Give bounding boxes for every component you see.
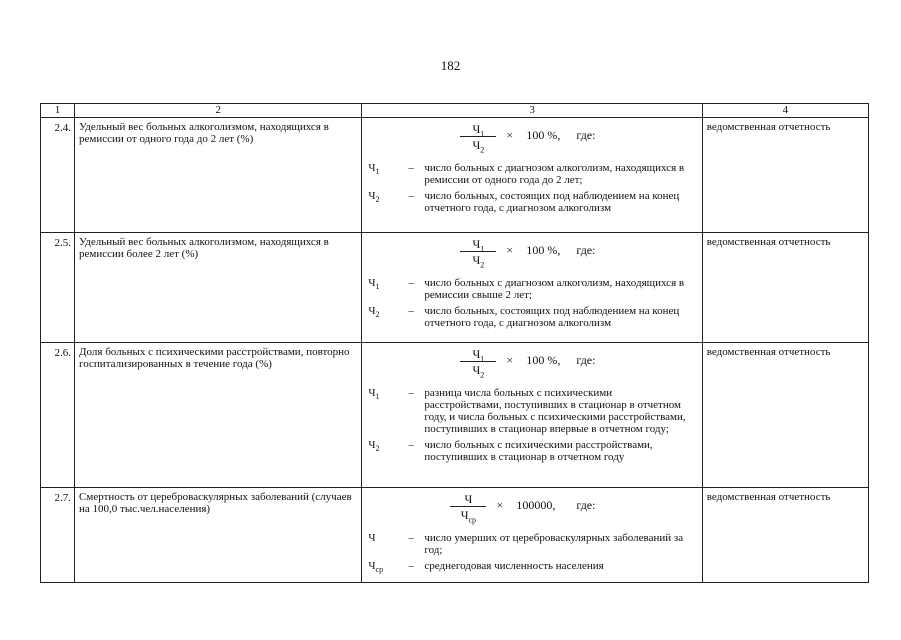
fraction: [460, 237, 496, 270]
formula: [362, 233, 701, 273]
row-number: 2.7.: [41, 488, 75, 583]
definition-symbol: $Ч_{ср}$: [368, 560, 384, 575]
table-row: [41, 233, 869, 343]
definition-item: [362, 162, 701, 186]
definition-text: число больных, состоящих под наблюдением на конец отчетного года, с диагнозом алкоголизм: [424, 305, 680, 329]
indicator-name: Удельный вес больных алкоголизмом, находящихся в ремиссии от одного года до 2 лет (%): [75, 118, 362, 233]
definition-dash: –: [408, 532, 414, 544]
data-source: ведомственная отчетность: [702, 118, 868, 233]
definition-dash: –: [408, 560, 414, 572]
fraction-bar: [460, 136, 496, 137]
definition-text: разница числа больных с психическими расстройствами, поступивших в стационар в отчетном году, и числа больных с психическими расстройствами, поступивших в стационар впервые в отчетном году;: [424, 387, 686, 435]
fraction-denominator: $Ч_2$: [472, 138, 485, 155]
formula: [362, 343, 701, 383]
definition-item: [362, 190, 701, 214]
formula-cell: [362, 118, 702, 233]
definition-text: число больных, состоящих под наблюдением на конец отчетного года, с диагнозом алкоголизм: [424, 190, 680, 214]
formula-cell: [362, 233, 702, 343]
data-source: ведомственная отчетность: [702, 233, 868, 343]
indicator-name: Доля больных с психическими расстройствами, повторно госпитализированных в течение года (%): [75, 343, 362, 488]
fraction-bar: [460, 251, 496, 252]
indicators-table: [40, 103, 869, 583]
definition-item: [362, 439, 701, 463]
definition-symbol: $Ч_1$: [368, 387, 380, 402]
header-cell: 1: [41, 104, 75, 118]
fraction-denominator: $Ч_{ср}$: [460, 508, 477, 525]
formula-where: где:: [576, 128, 596, 142]
formula-factor: 100 %,: [526, 243, 561, 257]
definition-dash: –: [408, 305, 414, 317]
definition-dash: –: [408, 439, 414, 451]
table-header-row: [41, 104, 869, 118]
definition-dash: –: [408, 162, 414, 174]
data-source: ведомственная отчетность: [702, 343, 868, 488]
definition-symbol: $Ч_2$: [368, 190, 380, 205]
fraction-numerator: Ч: [464, 492, 473, 506]
header-cell: 3: [362, 104, 702, 118]
formula-factor: 100 %,: [526, 128, 561, 142]
header-cell: 2: [75, 104, 362, 118]
fraction-numerator: $Ч_1$: [472, 237, 485, 254]
page-number: 182: [440, 58, 461, 73]
definition-text: число больных с диагнозом алкоголизм, находящихся в ремиссии от одного года до 2 лет;: [424, 162, 685, 186]
definition-symbol: Ч: [368, 532, 376, 544]
multiply-sign: ×: [506, 243, 514, 257]
table-row: [41, 343, 869, 488]
fraction: [450, 492, 486, 525]
formula-cell: [362, 343, 702, 488]
fraction-bar: [460, 361, 496, 362]
definition-symbol: $Ч_1$: [368, 277, 380, 292]
formula-where: где:: [576, 243, 596, 257]
definition-dash: –: [408, 190, 414, 202]
definition-item: [362, 305, 701, 329]
multiply-sign: ×: [506, 353, 514, 367]
row-number: 2.6.: [41, 343, 75, 488]
definition-item: [362, 277, 701, 301]
fraction: [460, 122, 496, 155]
indicator-name: Смертность от цереброваскулярных заболеваний (случаев на 100,0 тыс.чел.населения): [75, 488, 362, 583]
fraction-denominator: $Ч_2$: [472, 363, 485, 380]
definition-item: [362, 387, 701, 435]
formula-where: где:: [576, 498, 596, 512]
formula-where: где:: [576, 353, 596, 367]
definition-text: число умерших от цереброваскулярных заболеваний за год;: [424, 532, 684, 556]
fraction-numerator: $Ч_1$: [472, 347, 485, 364]
formula-factor: 100 %,: [526, 353, 561, 367]
multiply-sign: ×: [506, 128, 514, 142]
definition-dash: –: [408, 387, 414, 399]
formula: [362, 118, 701, 158]
formula-cell: [362, 488, 702, 583]
definition-symbol: $Ч_1$: [368, 162, 380, 177]
fraction: [460, 347, 496, 380]
definition-dash: –: [408, 277, 414, 289]
fraction-denominator: $Ч_2$: [472, 253, 485, 270]
fraction-numerator: $Ч_1$: [472, 122, 485, 139]
formula: [362, 488, 701, 528]
fraction-bar: [450, 506, 486, 507]
definition-text: среднегодовая численность населения: [424, 560, 604, 572]
table-row: [41, 118, 869, 233]
table-row: [41, 488, 869, 583]
row-number: 2.4.: [41, 118, 75, 233]
definition-text: число больных с диагнозом алкоголизм, находящихся в ремиссии свыше 2 лет;: [424, 277, 685, 301]
data-source: ведомственная отчетность: [702, 488, 868, 583]
definition-item: [362, 560, 701, 575]
multiply-sign: ×: [496, 498, 504, 512]
definition-item: [362, 532, 701, 556]
definition-symbol: $Ч_2$: [368, 439, 380, 454]
row-number: 2.5.: [41, 233, 75, 343]
formula-factor: 100000,: [516, 498, 556, 512]
indicator-name: Удельный вес больных алкоголизмом, находящихся в ремиссии более 2 лет (%): [75, 233, 362, 343]
definition-symbol: $Ч_2$: [368, 305, 380, 320]
header-cell: 4: [702, 104, 868, 118]
definition-text: число больных с психическими расстройствами, поступивших в стационар в отчетном году: [424, 439, 653, 463]
